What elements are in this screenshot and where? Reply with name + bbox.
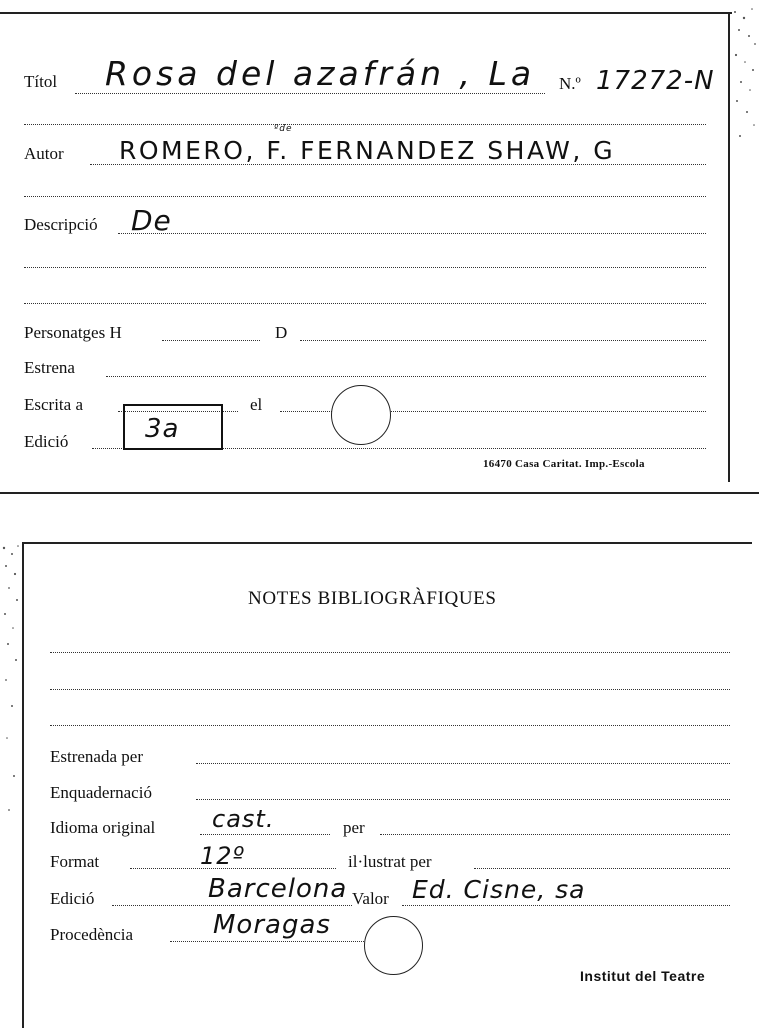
procedencia-label: Procedència xyxy=(50,925,134,944)
edicio-back-line xyxy=(112,905,352,906)
personatges-label: Personatges H xyxy=(24,323,122,342)
notes-line-1 xyxy=(50,652,730,653)
personatges-d-label: D xyxy=(275,323,288,342)
estrena-line xyxy=(106,376,706,377)
titol-label: Títol xyxy=(24,72,58,91)
stamp-circle xyxy=(364,916,423,975)
autor-label: Autor xyxy=(24,144,64,163)
idioma-label: Idioma original xyxy=(50,818,156,837)
descripcio-line-3 xyxy=(24,303,706,304)
notes-heading: NOTES BIBLIOGRÀFIQUES xyxy=(248,588,497,609)
scan-speckle-right xyxy=(730,0,759,150)
idioma-line xyxy=(200,834,330,835)
titol-line-2 xyxy=(24,124,706,125)
illustrat-line xyxy=(474,868,730,869)
numero-handwritten: 17272-N xyxy=(596,66,715,96)
edicio-back-label: Edició xyxy=(50,889,95,908)
illustrat-label: il·lustrat per xyxy=(348,852,432,871)
notes-line-3 xyxy=(50,725,730,726)
titol-handwritten: Rosa del azafrán , La xyxy=(105,54,536,93)
catalog-card-front xyxy=(0,0,759,500)
descripcio-line xyxy=(118,233,706,234)
escrita-label: Escrita a xyxy=(24,395,83,414)
autor-handwritten: ROMERO, F. FERNANDEZ SHAW, G xyxy=(119,136,616,165)
institution-footer: Institut del Teatre xyxy=(580,968,706,984)
scan-speckle-left xyxy=(0,540,22,840)
enquadernacio-label: Enquadernació xyxy=(50,783,152,802)
format-handwritten: 12º xyxy=(200,842,245,870)
printer-note: 16470 Casa Caritat. Imp.-Escola xyxy=(483,458,645,470)
valor-line xyxy=(402,905,730,906)
personatges-d-line xyxy=(300,340,706,341)
edicio-back-handwritten: Barcelona xyxy=(208,874,348,904)
titol-line xyxy=(75,93,545,94)
stamp-circle xyxy=(331,385,391,445)
autor-superscript: ºde xyxy=(274,124,293,134)
estrenada-label: Estrenada per xyxy=(50,747,143,766)
enquadernacio-line xyxy=(196,799,730,800)
edicio-label: Edició xyxy=(24,432,69,451)
card-left-edge xyxy=(22,542,24,1028)
edicio-handwritten: 3a xyxy=(145,414,180,444)
descripcio-line-2 xyxy=(24,267,706,268)
per-label: per xyxy=(343,818,365,837)
estrenada-line xyxy=(196,763,730,764)
card-top-edge xyxy=(0,12,732,14)
catalog-card-back xyxy=(0,500,759,1028)
per-line xyxy=(380,834,730,835)
personatges-h-line xyxy=(162,340,260,341)
procedencia-line xyxy=(170,941,366,942)
card-top-edge xyxy=(22,542,752,544)
estrena-label: Estrena xyxy=(24,358,75,377)
valor-handwritten: Ed. Cisne, sa xyxy=(412,875,586,904)
el-label: el xyxy=(250,395,263,414)
numero-label: N.º xyxy=(559,74,581,93)
procedencia-handwritten: Moragas xyxy=(213,910,331,940)
autor-line-2 xyxy=(24,196,706,197)
notes-line-2 xyxy=(50,689,730,690)
valor-label: Valor xyxy=(352,889,389,908)
descripcio-handwritten: De xyxy=(131,204,172,237)
card-bottom-edge xyxy=(0,492,759,494)
idioma-handwritten: cast. xyxy=(212,805,275,833)
descripcio-label: Descripció xyxy=(24,215,98,234)
format-label: Format xyxy=(50,852,100,871)
